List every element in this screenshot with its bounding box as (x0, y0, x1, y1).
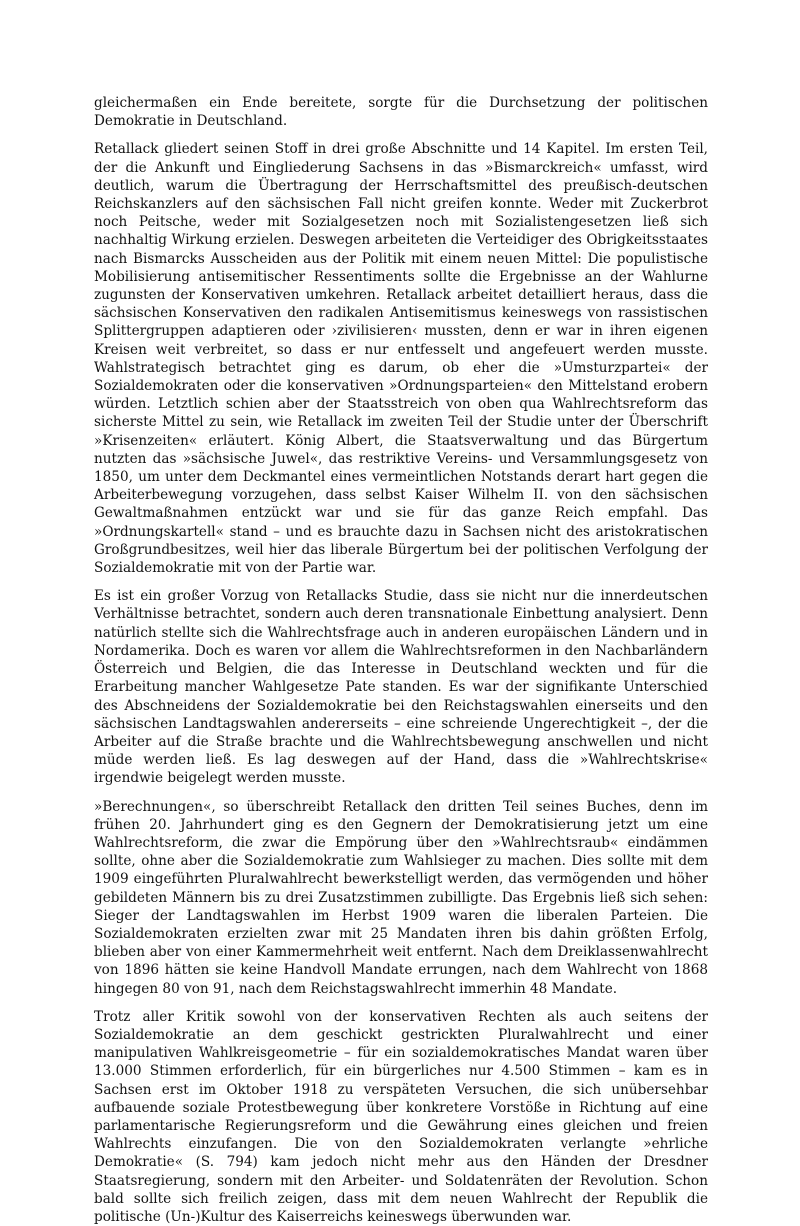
paragraph-intro-continuation: gleichermaßen ein Ende bereitete, sorgte für die Durchsetzung der politischen Demokratie in Deutschland. (94, 95, 708, 130)
paragraph-conclusion: Trotz aller Kritik sowohl von der konservativen Rechten als auch seitens der Sozialdemokratie an dem geschickt gestrickten Pluralwahlrecht und einer manipulativen Wahlkreisgeometrie – für ein sozialdemokratisches Mandat waren über 13.000 Stimmen erforderlich, für ein bürgerliches nur 4.500 Stimmen – kam es in Sachsen erst im Oktober 1918 zu verspäteten Versuchen, die sich unübersehbar aufbauende soziale Protestbewegung über konkretere Vorstöße in Richtung auf eine parlamentarische Regierungsreform und die Gewährung eines gleichen und freien Wahlrechts einzufangen. Die von den Sozialdemokraten verlangte »ehrliche Demokratie« (S. 794) kam jedoch nicht mehr aus den Händen der Dresdner Staatsregierung, sondern mit den Arbeiter- und Soldatenräten der Revolution. Schon bald sollte sich freilich zeigen, dass mit dem neuen Wahlrecht der Republik die politische (Un-)Kultur des Kaiserreichs keineswegs überwunden war. (94, 1008, 708, 1225)
paragraph-transnational-context: Es ist ein großer Vorzug von Retallacks Studie, dass sie nicht nur die innerdeutschen Verhältnisse betrachtet, sondern auch deren transnationale Einbettung analysiert. Denn natürlich stellte sich die Wahlrechtsfrage auch in anderen europäischen Ländern und in Nordamerika. Doch es waren vor allem die Wahlrechtsreformen in den Nachbarländern Österreich und Belgien, die das Interesse in Deutschland weckten und für die Erarbeitung mancher Wahlgesetze Pate standen. Es war der signifikante Unterschied des Abschneidens der Sozialdemokratie bei den Reichstagswahlen einerseits und den sächsischen Landtagswahlen andererseits – eine schreiende Ungerechtigkeit –, der die Arbeiter auf die Straße brachte und die Wahlrechtsbewegung anschwellen und nicht müde werden ließ. Es lag deswegen auf der Hand, dass die »Wahlrechtskrise« irgendwie beigelegt werden musste. (94, 588, 708, 787)
paragraph-part-three-calculations: »Berechnungen«, so überschreibt Retallack den dritten Teil seines Buches, denn im frühen 20. Jahrhundert ging es den Gegnern der Demokratisierung jetzt um eine Wahlrechtsreform, die zwar die Empörung über den »Wahlrechtsraub« eindämmen sollte, ohne aber die Sozialdemokratie zum Wahlsieger zu machen. Dies sollte mit dem 1909 eingeführten Pluralwahlrecht bewerkstelligt werden, das vermögenden und höher gebildeten Männern bis zu drei Zusatzstimmen zubilligte. Das Ergebnis ließ sich sehen: Sieger der Landtagswahlen im Herbst 1909 waren die liberalen Parteien. Die Sozialdemokraten erzielten zwar mit 25 Mandaten ihren bis dahin größten Erfolg, blieben aber von einer Kammermehrheit weit entfernt. Nach dem Dreiklassenwahlrecht von 1896 hätten sie keine Handvoll Mandate errungen, nach dem Wahlrecht von 1868 hingegen 80 von 91, nach dem Reichstagswahlrecht immerhin 48 Mandate. (94, 798, 708, 997)
paragraph-structure-part-one-two: Retallack gliedert seinen Stoff in drei große Abschnitte und 14 Kapitel. Im ersten Teil, der die Ankunft und Eingliederung Sachsens in das »Bismarckreich« umfasst, wird deutlich, warum die Übertragung der Herrschaftsmittel des preußisch-deutschen Reichskanzlers auf den sächsischen Fall nicht greifen konnte. Weder mit Zuckerbrot noch Peitsche, weder mit Sozialgesetzen noch mit Sozialistengesetzen ließ sich nachhaltig Wirkung erzielen. Deswegen arbeiteten die Verteidiger des Obrigkeitsstaates nach Bismarcks Ausscheiden aus der Politik mit einem neuen Mittel: Die populistische Mobilisierung antisemitischer Ressentiments sollte die Ergebnisse an der Wahlurne zugunsten der Konservativen umkehren. Retallack arbeitet detailliert heraus, dass die sächsischen Konservativen den radikalen Antisemitismus keineswegs von rassistischen Splittergruppen adaptieren oder ›zivilisieren‹ mussten, denn er war in ihren eigenen Kreisen weit verbreitet, so dass er nur entfesselt und angefeuert werden musste. Wahlstrategisch betrachtet ging es darum, ob eher die »Umsturzpartei« der Sozialdemokraten oder die konservativen »Ordnungsparteien« den Mittelstand erobern würden. Letztlich schien aber der Staatsstreich von oben qua Wahlrechtsreform das sicherste Mittel zu sein, wie Retallack im zweiten Teil der Studie unter der Überschrift »Krisenzeiten« erläutert. König Albert, die Staatsverwaltung und das Bürgertum nutzten das »sächsische Juwel«, das restriktive Vereins- und Versammlungsgesetz von 1850, um unter dem Deckmantel eines vermeintlichen Notstands derart hart gegen die Arbeiterbewegung vorzugehen, dass selbst Kaiser Wilhelm II. von den sächsischen Gewaltmaßnahmen entzückt war und sie für das ganze Reich empfahl. Das »Ordnungskartell« stand – und es brauchte dazu in Sachsen nicht des aristokratischen Großgrundbesitzes, weil hier das liberale Bürgertum bei der politischen Verfolgung der Sozialdemokratie mit von der Partie war. (94, 141, 708, 577)
